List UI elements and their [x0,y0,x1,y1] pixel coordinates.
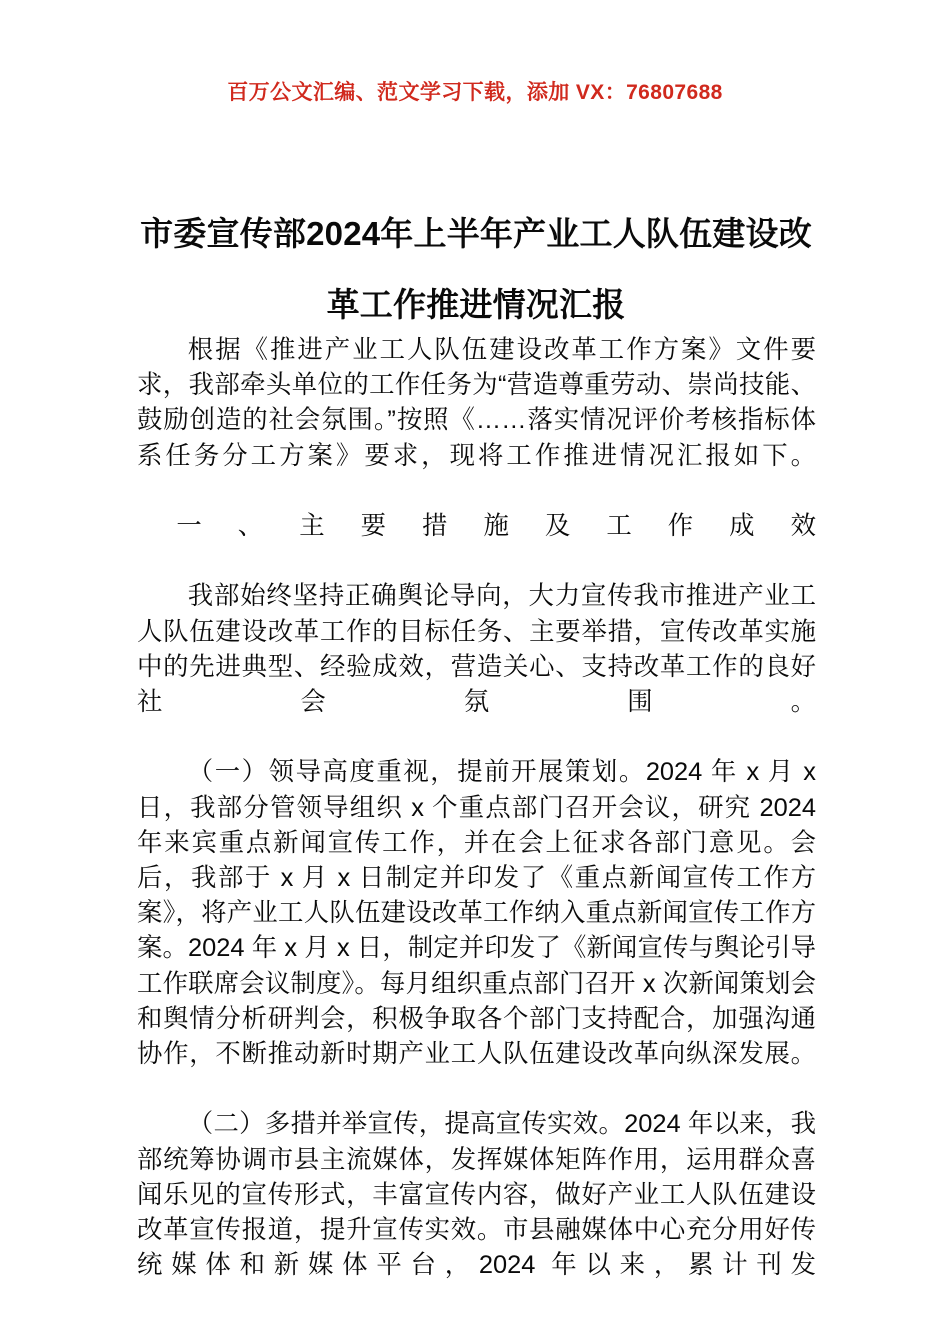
promo-banner-text: 百万公文汇编、范文学习下载，添加 VX：76807688 [227,81,723,104]
paragraph-section-one-lead: 我部始终坚持正确舆论导向，大力宣传我市推进产业工人队伍建设改革工作的目标任务、主要举措，宣传改革实施中的先进典型、经验成效，营造关心、支持改革工作的良好社会氛围。 [137,582,816,717]
paragraph-intro: 根据《推进产业工人队伍建设改革工作方案》文件要求，我部牵头单位的工作任务为“营造尊重劳动、崇尚技能、鼓励创造的社会氛围。”按照《……落实情况评价考核指标体系任务分工方案》要求，现将工作推进情况汇报如下。 [137,336,816,470]
section-heading-one: 一、主要措施及工作成效 [176,512,816,541]
document-body [137,333,816,1319]
paragraph-item-one: （一）领导高度重视，提前开展策划。2024 年 x 月 x 日，我部分管领导组织 x 个重点部门召开会议，研究 2024 年来宾重点新闻宣传工作，并在会上征求各部门意见。会后，我部于 x 月 x 日制定并印发了《重点新闻宣传工作方案》，将产业工人队伍建设改革工作纳入重点新闻宣传工作方案。2024 年 x 月 x 日，制定并印发了《新闻宣传与舆论引导工作联席会议制度》。每月组织重点部门召开 x 次新闻策划会和舆情分析研判会，积极争取各个部门支持配合，加强沟通协作，不断推动新时期产业工人队伍建设改革向纵深发展。 [137,758,816,1069]
paragraph-item-two: （二）多措并举宣传，提高宣传实效。2024 年以来，我部统筹协调市县主流媒体，发挥媒体矩阵作用，运用群众喜闻乐见的宣传形式，丰富宣传内容，做好产业工人队伍建设改革宣传报道，提升宣传实效。市县融媒体中心充分用好传统媒体和新媒体平台，2024 年以来，累计刊发 [137,1110,816,1280]
document-title: 市委宣传部2024年上半年产业工人队伍建设改革工作推进情况汇报 [140,215,812,324]
